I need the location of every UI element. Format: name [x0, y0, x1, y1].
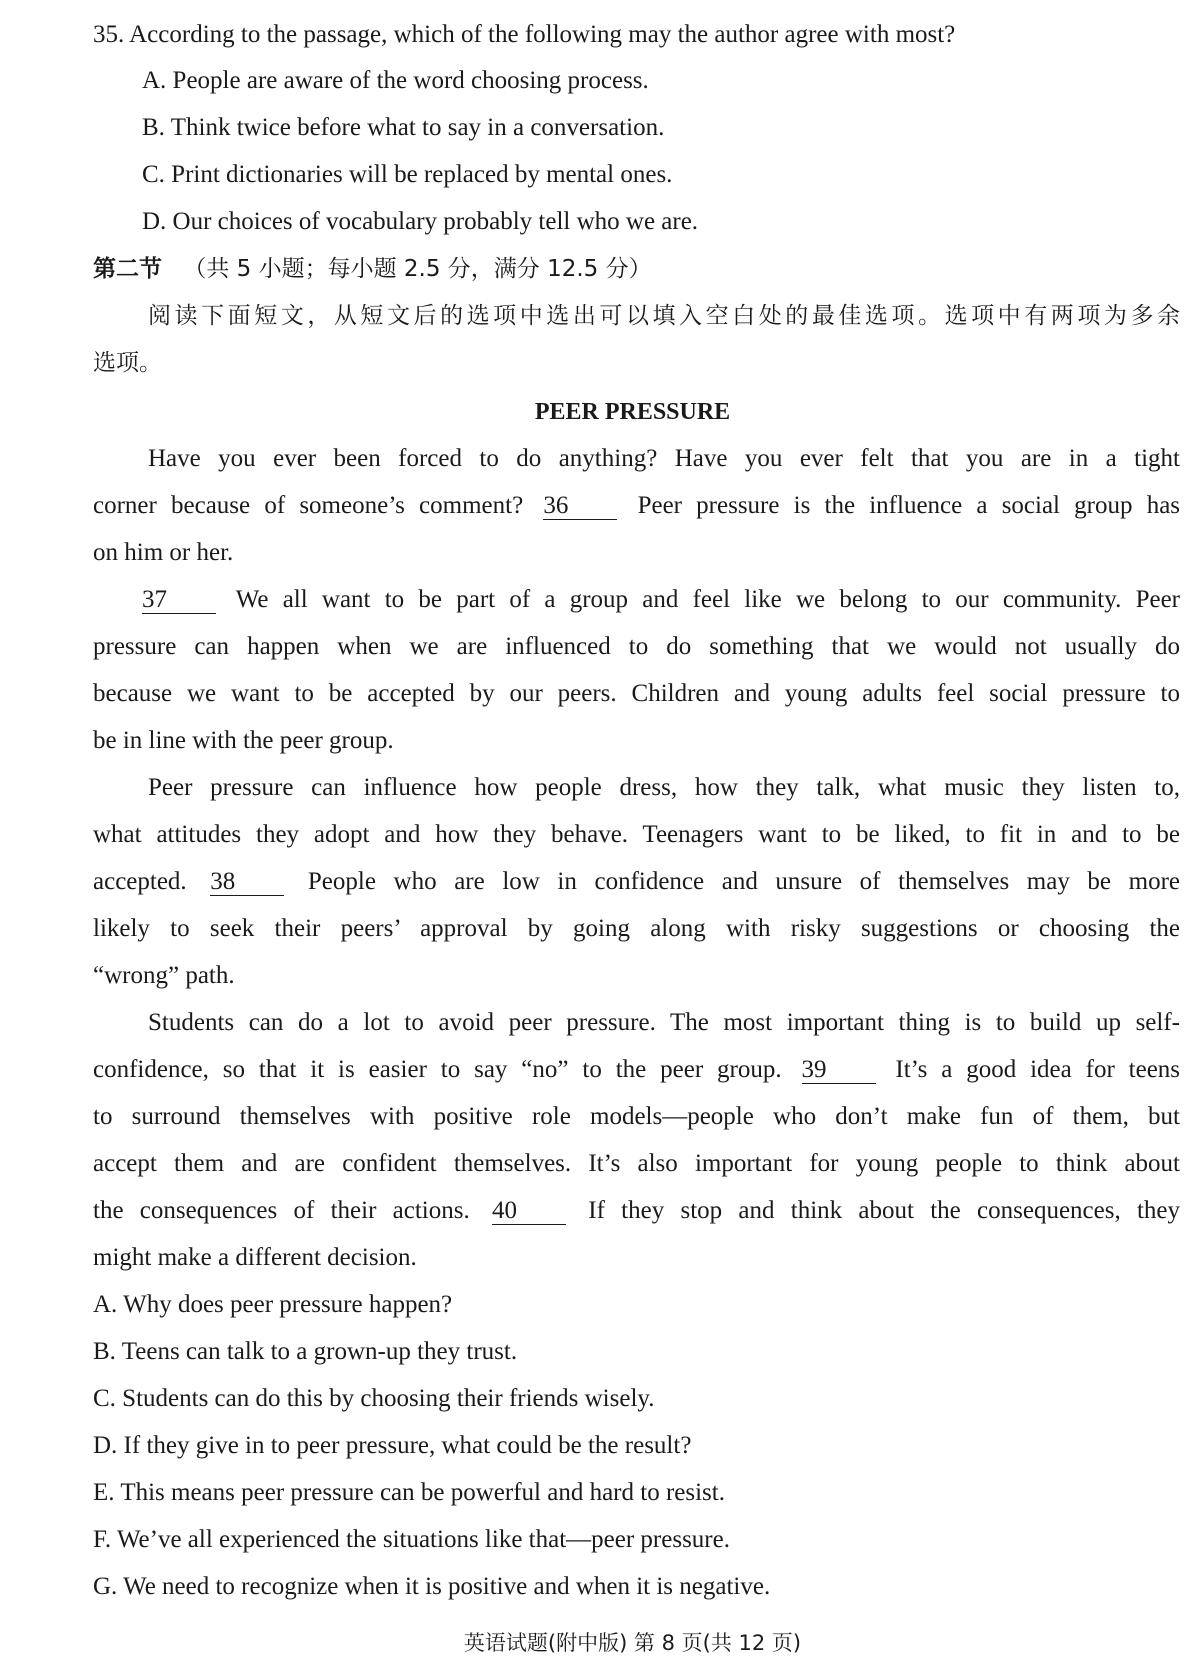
q35-stem: 35. According to the passage, which of the following may the author agree with most? — [93, 21, 956, 48]
section-header — [93, 254, 652, 284]
section-instruction-2: 选项。 — [93, 350, 162, 376]
blank-39: 39 — [802, 1057, 876, 1084]
choice-b: B. Teens can talk to a grown-up they trust. — [93, 1338, 518, 1365]
p1-line-2 — [93, 491, 1180, 521]
choice-f: F. We’ve all experienced the situations like that—peer pressure. — [93, 1526, 730, 1553]
choice-e: E. This means peer pressure can be powerful and hard to resist. — [93, 1479, 725, 1506]
p4-line-2-end: It’s a good idea for teens — [895, 1056, 1181, 1083]
p3-line-3-end: People who are low in confidence and unsure of themselves may be more — [307, 868, 1181, 895]
page-footer: 英语试题(附中版) 第 8 页(共 12 页) — [463, 1631, 802, 1655]
p4-line-3: to surround themselves with positive role models—people who don’t make fun of them, but — [93, 1103, 1180, 1130]
choice-g: G. We need to recognize when it is positive and when it is negative. — [93, 1573, 771, 1600]
choice-d: D. If they give in to peer pressure, what could be the result? — [93, 1432, 692, 1459]
p2-line-1-text: We all want to be part of a group and feel like we belong to our community. Peer — [235, 586, 1180, 613]
p3-line-3-start: accepted. — [93, 868, 187, 895]
p1-line-1: Have you ever been forced to do anything? Have you ever felt that you are in a tight — [148, 445, 1180, 472]
p2-line-4: be in line with the peer group. — [93, 727, 394, 754]
choice-a: A. Why does peer pressure happen? — [93, 1291, 453, 1318]
q35-option-a: A. People are aware of the word choosing process. — [142, 67, 649, 94]
p4-line-2-start: confidence, so that it is easier to say “no” to the peer group. — [93, 1056, 782, 1083]
p3-line-5: “wrong” path. — [93, 962, 235, 989]
p4-line-5 — [93, 1196, 1180, 1226]
blank-37: 37 — [142, 587, 216, 614]
section-scoring: （共 5 小题；每小题 2.5 分，满分 12.5 分） — [183, 256, 652, 282]
p4-line-1: Students can do a lot to avoid peer pressure. The most important thing is to build up self- — [148, 1009, 1180, 1036]
q35-option-b: B. Think twice before what to say in a conversation. — [142, 114, 665, 141]
p4-line-4: accept them and are confident themselves. It’s also important for young people to think about — [93, 1150, 1180, 1177]
p2-line-3: because we want to be accepted by our peers. Children and young adults feel social pressure to — [93, 680, 1180, 707]
p1-line-3: on him or her. — [93, 539, 234, 566]
blank-40: 40 — [492, 1198, 566, 1225]
choice-c: C. Students can do this by choosing their friends wisely. — [93, 1385, 655, 1412]
p2-line-1 — [142, 585, 1180, 615]
p4-line-5-start: the consequences of their actions. — [93, 1197, 470, 1224]
p4-line-5-end: If they stop and think about the consequences, they — [588, 1197, 1181, 1224]
p4-line-2 — [93, 1055, 1180, 1085]
p3-line-1: Peer pressure can influence how people dress, how they talk, what music they listen to, — [148, 774, 1180, 801]
p4-line-6: might make a different decision. — [93, 1244, 417, 1271]
q35-option-d: D. Our choices of vocabulary probably tell who we are. — [142, 208, 699, 235]
p3-line-4: likely to seek their peers’ approval by going along with risky suggestions or choosing the — [93, 915, 1180, 942]
blank-36: 36 — [543, 493, 617, 520]
p1-line-2-end: Peer pressure is the influence a social group has — [637, 492, 1181, 519]
q35-option-c: C. Print dictionaries will be replaced by mental ones. — [142, 161, 673, 188]
passage-title: PEER PRESSURE — [534, 399, 731, 425]
p3-line-3 — [93, 867, 1180, 897]
p2-line-2: pressure can happen when we are influenced to do something that we would not usually do — [93, 633, 1180, 660]
blank-38: 38 — [210, 869, 284, 896]
p1-line-2-start: corner because of someone’s comment? — [93, 492, 524, 519]
section-instruction-1: 阅读下面短文，从短文后的选项中选出可以填入空白处的最佳选项。选项中有两项为多余 — [148, 303, 1180, 329]
p3-line-2: what attitudes they adopt and how they behave. Teenagers want to be liked, to fit in and to be — [93, 821, 1180, 848]
section-heading: 第二节 — [93, 256, 162, 282]
